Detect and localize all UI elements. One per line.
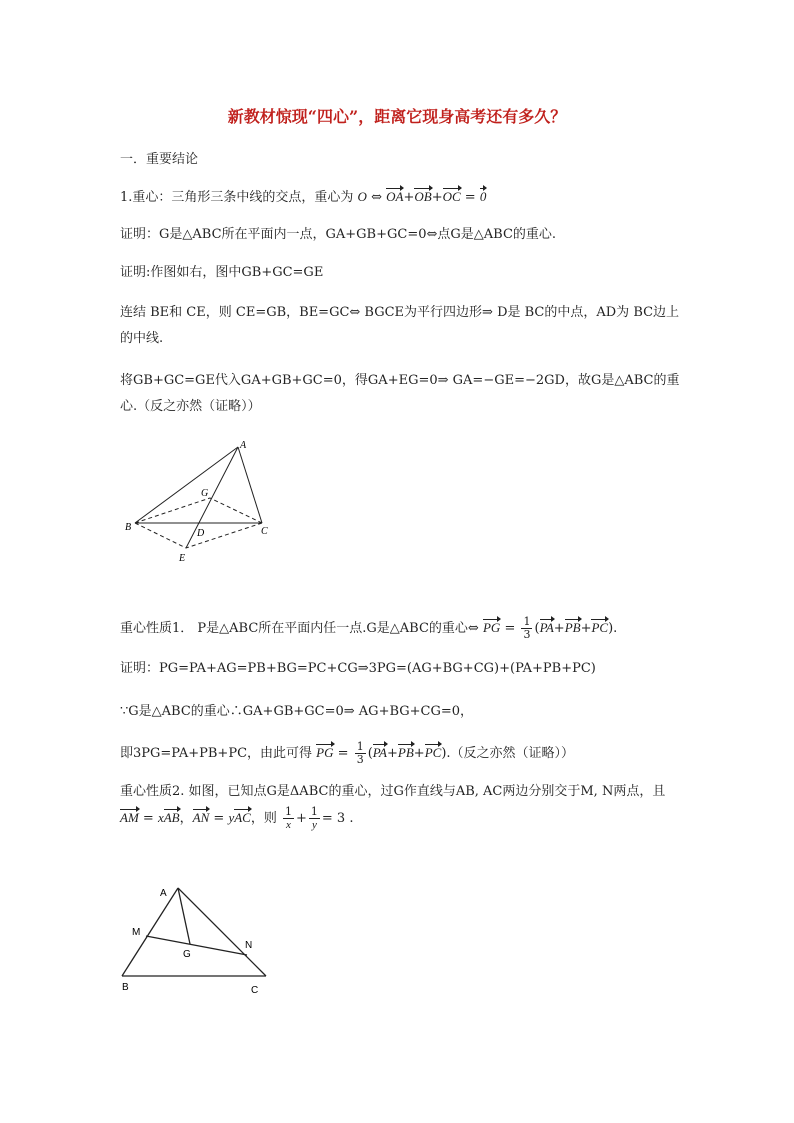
proof-figure-note: 证明:作图如右，图中GB+GC=GE (120, 265, 324, 280)
property-2: 重心性质2. 如图，已知点G是ΔABC的重心，过G作直线与AB, AC两边分别交于M, N两点，且 AM = xAB，AN = yAC，则 $\frac{1}{x}$ + $\frac{1}{y}$ = 3 . (120, 784, 666, 831)
svg-text:E: E (179, 553, 186, 564)
property-1: 重心性质1． P是△ABC所在平面内任一点.G是△ABC的重心⇔ PG = $\frac{1}{3}$ (PA+PB+PC). (120, 615, 618, 641)
proof-parallelogram: 连结 BE和 CE，则 CE=GB，BE=GC⇔ BGCE为平行四边形⇒ D是 BC的中点，AD为 BC边上的中线. (120, 305, 680, 346)
property-1-tail: .（反之亦然（证略）） (446, 746, 575, 761)
svg-text:A: A (240, 440, 247, 451)
property-1-because: ∵G是△ABC的重心∴GA+GB+GC=0⇒ AG+BG+CG=0， (120, 704, 474, 719)
svg-text:B: B (125, 522, 132, 533)
svg-text:M: M (132, 927, 141, 938)
proof-statement: 证明：G是△ABC所在平面内一点，GA+GB+GC=0⇔点G是△ABC的重心. (120, 227, 557, 242)
property-1-then-text: 即3PG=PA+PB+PC，由此可得 (120, 746, 313, 761)
triangle-figure-1 (120, 436, 280, 566)
svg-text:G: G (183, 949, 191, 960)
svg-text:C: C (261, 526, 268, 537)
svg-text:G: G (201, 488, 209, 499)
svg-text:A: A (160, 888, 167, 899)
svg-text:D: D (197, 528, 205, 539)
section-heading: 一．重要结论 (120, 152, 199, 167)
triangle-figure-2 (110, 880, 280, 1000)
centroid-definition-text: 1.重心：三角形三条中线的交点，重心为 (120, 190, 354, 205)
property-1-then: 即3PG=PA+PB+PC，由此可得 PG = $\frac{1}{3}$ (PA+PB+PC).（反之亦然（证略）） (120, 740, 575, 766)
svg-text:C: C (251, 985, 259, 996)
property-1-proof: 证明：PG=PA+AG=PB+BG=PC+CG⇒3PG=(AG+BG+CG)+(PA+PB+PC) (120, 661, 596, 676)
page-title: 新教材惊现“四心”，距离它现身高考还有多久？ (227, 107, 567, 126)
svg-text:B: B (122, 982, 129, 993)
centroid-definition: 1.重心：三角形三条中线的交点，重心为 O ⇔ OA+OB+OC = 0 (120, 189, 487, 205)
property-1-text: 重心性质1． P是△ABC所在平面内任一点.G是△ABC的重心⇔ (120, 621, 479, 636)
property-2-text: 重心性质2. 如图，已知点G是ΔABC的重心，过G作直线与AB, AC两边分别交于M, N两点，且 (120, 784, 666, 799)
svg-text:N: N (245, 940, 253, 951)
proof-conclusion: 将GB+GC=GE代入GA+GB+GC=0，得GA+EG=0⇒ GA=−GE=−2GD，故G是△ABC的重心.（反之亦然（证略）） (120, 373, 680, 414)
